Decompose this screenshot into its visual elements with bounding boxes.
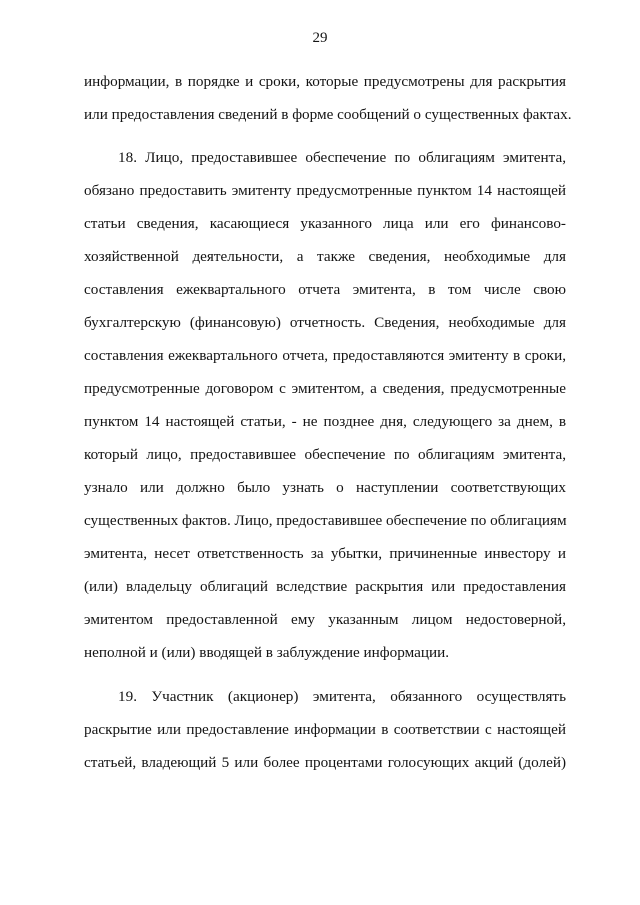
paragraph-18-start: 18. Лицо, предоставившее обеспечение по облигациям эмитента, xyxy=(118,149,566,166)
text-line: обязано предоставить эмитенту предусмотренные пунктом 14 настоящей xyxy=(84,182,566,199)
text-line: составления ежеквартального отчета эмитента, в том числе свою xyxy=(84,281,566,298)
text-line: или предоставления сведений в форме сообщений о существенных фактах. xyxy=(84,106,572,123)
text-line: существенных фактов. Лицо, предоставившее обеспечение по облигациям xyxy=(84,512,567,529)
text-line: предусмотренные договором с эмитентом, а сведения, предусмотренные xyxy=(84,380,566,397)
text-line: статьи сведения, касающиеся указанного лица или его финансово- xyxy=(84,215,566,232)
text-line: (или) владельцу облигаций вследствие раскрытия или предоставления xyxy=(84,578,566,595)
text-line: который лицо, предоставившее обеспечение по облигациям эмитента, xyxy=(84,446,566,463)
text-line: бухгалтерскую (финансовую) отчетность. Сведения, необходимые для xyxy=(84,314,566,331)
text-line: составления ежеквартального отчета, предоставляются эмитенту в сроки, xyxy=(84,347,566,364)
text-line: статьей, владеющий 5 или более процентами голосующих акций (долей) xyxy=(84,754,566,771)
page-number: 29 xyxy=(312,30,328,46)
text-line: пунктом 14 настоящей статьи, - не позднее дня, следующего за днем, в xyxy=(84,413,566,430)
text-line: неполной и (или) вводящей в заблуждение информации. xyxy=(84,644,450,661)
text-line: эмитента, несет ответственность за убытки, причиненные инвестору и xyxy=(84,545,566,562)
text-line: хозяйственной деятельности, а также сведения, необходимые для xyxy=(84,248,566,265)
paragraph-19-start: 19. Участник (акционер) эмитента, обязанного осуществлять xyxy=(118,688,566,705)
text-line: раскрытие или предоставление информации в соответствии с настоящей xyxy=(84,721,566,738)
text-line: информации, в порядке и сроки, которые предусмотрены для раскрытия xyxy=(84,73,566,90)
text-line: эмитентом предоставленной ему указанным лицом недостоверной, xyxy=(84,611,566,628)
text-line: узнало или должно было узнать о наступлении соответствующих xyxy=(84,479,566,496)
